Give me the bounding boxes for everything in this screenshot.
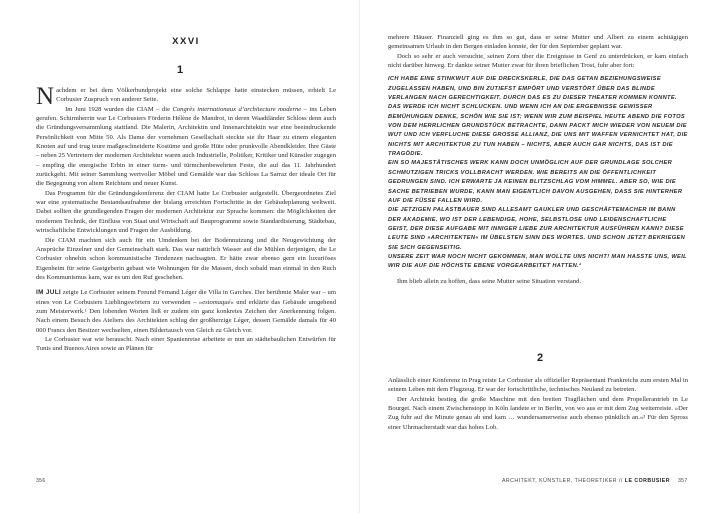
drop-cap: N [36, 83, 55, 110]
paragraph [36, 288, 336, 335]
paragraph: Ihm blieb allein zu hoffen, dass seine Mutter seine Situation verstand. [397, 277, 582, 285]
section-number: 2 [536, 352, 544, 364]
right-page [360, 0, 720, 513]
section-number: 1 [176, 64, 184, 76]
paragraph-text: Im Juni 1928 wurden die CIAM – die [65, 105, 173, 113]
paragraph: Doch so sehr er auch versuchte, seinen Zorn über die Ereignisse in Genf zu unterdrücken, er kam einfach nicht darüber hinweg. Er dankte seiner Mutter zwar für ihren brieflichen Trost, fuhr aber fort: [388, 52, 688, 70]
right-body-text-top [388, 33, 688, 286]
paragraph: Das Programm für die Gründungskonferenz der CIAM hatte Le Corbusier aufgestellt. Übergeordnetes Ziel war eine systematische Bestandsaufnahme der bislang erreichten Fortschritte in der Gebäudeplanung weltweit. Dabei sollten die grundlegenden Fragen der modernen Architektur zur Sprache kommen: die Möglichkeiten der modernen Technik, der Einfluss von Staat und Wirtschaft auf Bauprogramme sowie Standardisierung, Städtebau, wirtschaftliche Entwicklungen und Fragen der Ausbildung. [36, 189, 336, 235]
right-body-text-bottom [388, 376, 688, 432]
paragraph-text: – ins Leben gerufen. Schirmherrin war Le Corbusiers Förderin Hélène de Mandrot, in deren Waadtländer Schloss denn auch die Gründungsversammlung stattfand. Die Malerin, Architektin und Innenarchitektin war eine beeindruckende Persönlichkeit von Mitte 50. Als Dame der vornehmen Gesellschaft steckte sie ihr Haar zu einem eleganten Knoten auf und trug teure maßgeschneiderte Kostüme und große Hüte oder prunkvolle Abendkleider. Ihre Gäste – neben 25 Vertretern der modernen Architektur waren auch Industrielle, Politiker, Kritiker und Künstler zugegen – empfing die energische Erbin in einer turm- und türmchenbewehrten Feste, die auf das 11. Jahrhundert zurückgeht. Mit seiner Sammlung wertvoller Möbel und Gemälde war das Schloss La Sarraz der ideale Ort für die Begegnung von altem Reichtum und neuer Kunst. [36, 105, 337, 188]
page-number: 356 [36, 478, 46, 484]
paragraph [36, 105, 336, 189]
running-head-name: LE CORBUSIER [624, 478, 670, 484]
paragraph: Die CIAM machten sich auch für ein Umdenken bei der Bodennutzung und die Neugewichtung der Ansprüche Einzelner und der Gemeinschaft stark. Das war natürlich Wasser auf die Mühlen derjenigen, die Le Corbusier ohnehin schon kommunistische Tendenzen nachsagten. Er hätte zwar ebenso gern ein luxuriöses Eigenheim für seine Gastgeberin gebaut wie Wohnungen für die Massen, doch sobald man einmal in den Ruch des Kommunismus kam, war es um den Ruf geschehen. [36, 236, 336, 281]
left-body-text [36, 83, 337, 354]
quote-paragraph: UNSERE ZEIT WAR NOCH NICHT GEKOMMEN, MAN WOLLTE UNS NICHT! MAN HASSTE UNS, WEIL WIR DIE AUF DIE HÖCHSTE EBENE VORGEARBEITET HATTEN.² [388, 253, 687, 270]
lead-in: IM JULI [36, 289, 61, 297]
chapter-number: XXVI [172, 36, 200, 47]
quote-paragraph: EIN SO MAJESTÄTISCHES WERK KANN DOCH UNMÖGLICH AUF DER GRUNDLAGE SOLCHER SCHMUTZIGEN TRICKS VOLLBRACHT WERDEN. WIE BEREITS AN DIE ÖFFENTLICHKEIT GEDRUNGEN SIND. ICH ERWARTE JA KEINEN BLITZSCHLAG VOM HIMMEL. ABER SO, WIE DIE SACHE BETRIEBEN WURDE, KANN MAN EIGENTLICH DAVON AUSGEHEN, DASS SIE HINTERHER AUF DIE FÜSSE FALLEN WIRD. [388, 160, 683, 204]
italic-text: Congrès internationaux d’architecture moderne [172, 105, 302, 113]
italic-text: estomaqué [202, 298, 231, 306]
paragraph-text: zeigte Le Corbusier seinem Freund Fernand Léger die Villa in Garches. Der berühmte Maler war – um eines von Le Corbusiers Lieblingswörtern zu verwenden – » [36, 289, 336, 306]
block-quote [388, 75, 688, 271]
paragraph-text: « und erklärte das Gebäude umgehend zum Meisterwerk.¹ Den lobenden Worten ließ er zudem ein ganz konkretes Zeichen der Anerkennung folgen. Nach einem Besuch des Ateliers des Architekten schlug der großherzige Léger, dessen Gemälde damals für 40 000 Francs den Besitzer wechselten, einen Bildertausch von Gleich zu Gleich vor. [36, 298, 336, 334]
running-head-text: ARCHITEKT, KÜNSTLER, THEORETIKER // [501, 478, 625, 484]
paragraph: Anlässlich einer Konferenz in Prag reiste Le Corbusier als offizieller Repräsentant Frankreichs zum ersten Mal in seinem Leben mit dem Flugzeug. Er war der fortschrittliche, technisches Neuland zu betreten. [388, 377, 688, 394]
quote-paragraph: ICH HABE EINE STINKWUT AUF DIE DRECKSKERLE, DIE DAS GETAN BEZIEHUNGSWEISE ZUGELASSEN HABEN, UND BIN ZUTIEFST EMPÖRT UND VERSTÖRT ÜBER DAS BLINDE VERLANGEN NACH GERECHTIGKEIT, DURCH DAS ES ZU DIESER THEATER KOMMEN KONNTE. DAS WERDE ICH NICHT SCHLUCKEN. UND WENN ICH AN DIE ERGEBNISSE GEWISSER BEMÜHUNGEN DENKE, SCHÖN WIE SIE IST; WENN WIR ZUM BEISPIEL HEUTE ABEND DIE FOTOS VON DEM HERRLICHEN GRUNDSTÜCK BETRACHTE, DANN PACKT MICH WIEDER VON NEUEM DIE WUT UND ICH VERFLUCHE DIESE GROSSE ALLIANZ, DIE UNS MIT WAFFEN VERNICHTET HAT, DIE NICHTS MIT ARCHITEKTUR ZU TUN HABEN – NICHTS, ABER AUCH GAR NICHTS, DAS IST DIE TRAGÖDIE. [388, 76, 688, 158]
paragraph: Le Corbusier war wie berauscht. Nach einer Spanienreise arbeitete er nun an städtebaulichen Entwürfen für Tunis und Buenos Aires sowie an Plänen für [36, 335, 336, 353]
paragraph: Der Architekt bestieg die große Maschine mit den breiten Tragflächen und dem Propellerantrieb in Le Bourget. Nach einem Zwischenstopp in Köln landete er in Berlin, von wo aus er mit dem Zug weiterreiste. »Der Zug fuhr auf die Minute genau ab und kam … wundersamerweise auch ebenso pünktlich an.«³ Für den Spross einer Uhrmacherstadt war das hohes Lob. [388, 395, 688, 431]
quote-paragraph: DIE JETZIGEN PALASTBAUER SIND ALLESAMT GAUKLER UND GESCHÄFTEMACHER IM BANN DER AKADEMIE. WO IST DER LEBENDIGE, HOHE, SELBSTLOSE UND LEIDENSCHAFTLICHE GEIST, DER DIESE AUFGABE MIT INNIGER LIEBE ZUR ARCHITEKTUR AUSFÜHREN KANN? DIESE LEUTE SIND »ARCHITEKTEN« IM ÜBELSTEN SINN DES WORTES. UND SCHON JETZT BEKRIEGEN SIE SICH GEGENSEITIG. [388, 207, 686, 251]
paragraph-text: achdem er bei dem Völkerbundprojekt eine solche Schlappe hatte einstecken müssen, erhielt Le Corbusier Zuspruch von anderer Seite. [56, 87, 336, 104]
paragraph: mehrere Häuser. Finanziell ging es ihm so gut, dass er seine Mutter und Albert zu einem achttägigen gemeinsamen Urlaub in den Bergen einladen konnte, der für den September geplant war. [388, 34, 688, 51]
page-number: 357 [678, 478, 688, 484]
running-head [490, 478, 670, 484]
